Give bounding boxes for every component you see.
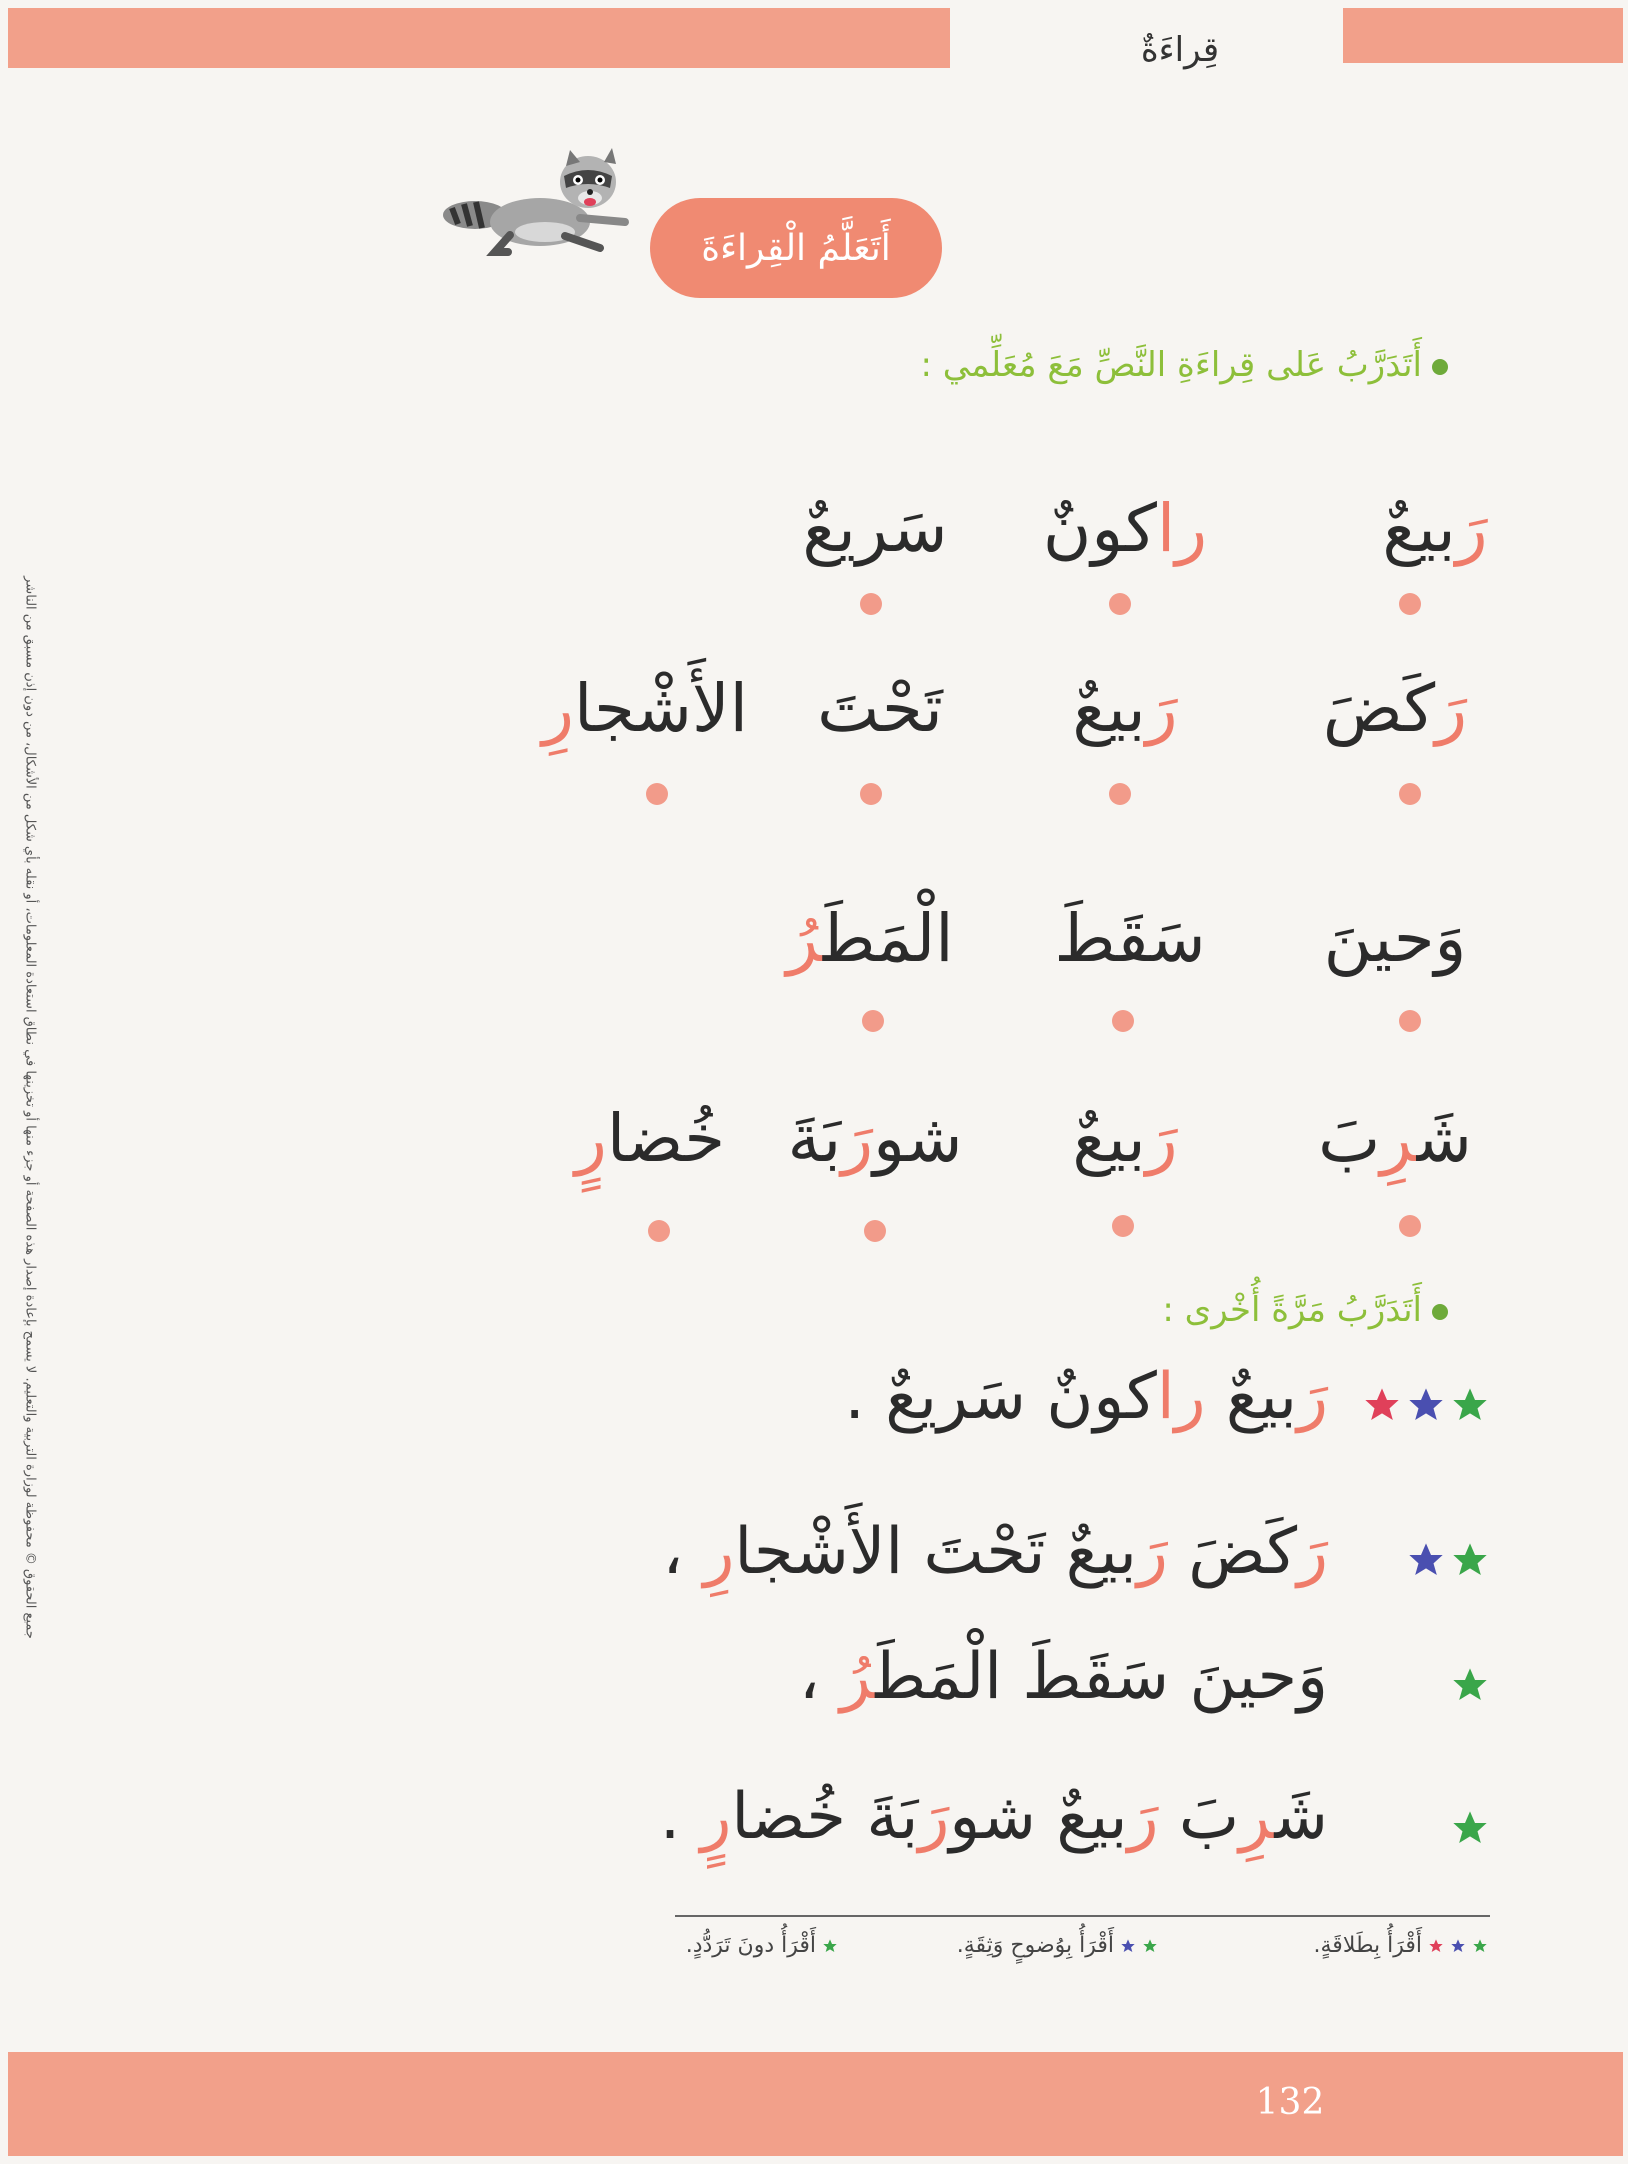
- syllable-bullet: [1399, 1215, 1421, 1237]
- raccoon-illustration: [440, 140, 650, 270]
- star-icon: [1450, 1385, 1490, 1425]
- syllable-bullet: [1399, 1010, 1421, 1032]
- word-almatar: الْمَطَرُ: [786, 900, 954, 977]
- sentence-4: شَرِبَ رَبيعٌ شورَبَةَ خُضارٍ .: [659, 1780, 1328, 1854]
- star-icon: [1406, 1385, 1446, 1425]
- legend-divider: [675, 1915, 1490, 1917]
- star-icon: [1362, 1385, 1402, 1425]
- syllable-bullet: [648, 1220, 670, 1242]
- star-icon: [1428, 1938, 1444, 1954]
- legend-two-stars: [957, 1933, 1158, 1958]
- instruction-text: أَتَدَرَّبُ مَرَّةً أُخْرى :: [1162, 1290, 1422, 1330]
- word-khudar: خُضارٍ: [574, 1100, 726, 1177]
- star-icon: [1450, 1540, 1490, 1580]
- instruction-practice-with-teacher: [920, 345, 1448, 385]
- stars-rating: [1350, 1665, 1490, 1709]
- instruction-practice-again: [1162, 1290, 1448, 1330]
- stars-rating: [1350, 1808, 1490, 1852]
- word-shorbata: شورَبَةَ: [787, 1100, 963, 1177]
- word-shariba: شَرِبَ: [1318, 1100, 1472, 1177]
- syllable-bullet: [1399, 783, 1421, 805]
- star-icon: [1450, 1665, 1490, 1705]
- word-racoon: راكونٌ: [1042, 490, 1208, 567]
- sentence-2: رَكَضَ رَبيعٌ تَحْتَ الأَشْجارِ ،: [662, 1515, 1328, 1589]
- top-decor-bar-left: [8, 8, 950, 68]
- section-title: أَتَعَلَّمُ الْقِراءَةَ: [701, 227, 891, 269]
- word-rabee: رَبيعٌ: [1382, 490, 1488, 567]
- syllable-bullet: [860, 783, 882, 805]
- star-icon: [1142, 1938, 1158, 1954]
- stars-rating: [1350, 1385, 1490, 1429]
- syllable-bullet: [1399, 593, 1421, 615]
- syllable-bullet: [1109, 593, 1131, 615]
- syllable-bullet: [1112, 1010, 1134, 1032]
- word-saqata: سَقَطَ: [1054, 900, 1206, 977]
- syllable-bullet: [860, 593, 882, 615]
- star-icon: [822, 1938, 838, 1954]
- word-rakada: رَكَضَ: [1322, 670, 1468, 747]
- legend-text: أَقْرَأُ دونَ تَرَدُّدٍ.: [685, 1933, 816, 1958]
- word-waheena: وَحينَ: [1323, 900, 1467, 977]
- top-decor-bar-right: [1343, 8, 1623, 63]
- legend-one-star: [686, 1933, 838, 1958]
- star-icon: [1406, 1540, 1446, 1580]
- word-rabee: رَبيعٌ: [1072, 1100, 1178, 1177]
- syllable-bullet: [646, 783, 668, 805]
- bottom-decor-bar: [8, 2052, 1623, 2156]
- syllable-bullet: [1109, 783, 1131, 805]
- page-number: 132: [1255, 2082, 1325, 2123]
- legend-text: أَقْرَأُ بِطَلاقَةٍ.: [1313, 1933, 1422, 1958]
- stars-rating: [1350, 1540, 1490, 1584]
- word-sareea: سَريعٌ: [802, 490, 948, 567]
- page-header-title: قِراءَةٌ: [1140, 30, 1220, 70]
- syllable-bullet: [862, 1010, 884, 1032]
- syllable-bullet: [1112, 1215, 1134, 1237]
- sentence-1: رَبيعٌ راكونٌ سَريعٌ .: [844, 1360, 1328, 1434]
- star-icon: [1472, 1938, 1488, 1954]
- star-icon: [1120, 1938, 1136, 1954]
- word-tahta: تَحْتَ: [817, 670, 943, 747]
- syllable-bullet: [864, 1220, 886, 1242]
- legend-text: أَقْرَأُ بِوُضوحٍ وَثِقَةٍ.: [956, 1933, 1114, 1958]
- instruction-text: أَتَدَرَّبُ عَلى قِراءَةِ النَّصِّ مَعَ مُعَلِّمي :: [920, 345, 1422, 385]
- bullet-dot-icon: [1432, 359, 1448, 375]
- sentence-3: وَحينَ سَقَطَ الْمَطَرُ ،: [798, 1640, 1328, 1714]
- section-title-pill: [650, 198, 942, 298]
- star-icon: [1450, 1938, 1466, 1954]
- word-alashjar: الأَشْجارِ: [542, 670, 748, 747]
- bullet-dot-icon: [1432, 1304, 1448, 1320]
- copyright-text: جميع الحقوق © محفوظة لوزارة التربية والتعليم. لا يسمح بإعادة إصدار هذه الصفحة أو جزء منها أو تخزينها في نطاق استعادة المعلومات، أو نقله بأي شكل من الأشكال، من دون إذن مسبق من الناشر: [22, 576, 38, 1639]
- word-rabee: رَبيعٌ: [1072, 670, 1178, 747]
- star-icon: [1450, 1808, 1490, 1848]
- legend-three-stars: [1314, 1933, 1488, 1958]
- copyright-notice: [10, 500, 40, 1700]
